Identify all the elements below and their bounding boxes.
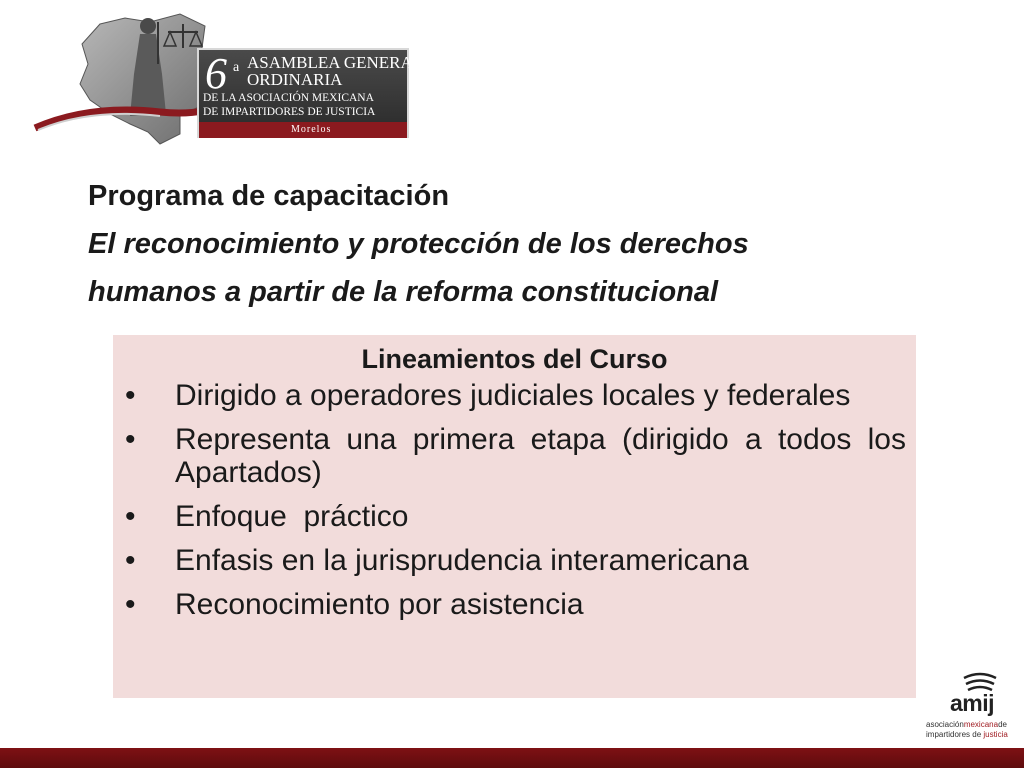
bullet-icon: • [125,423,136,456]
list-item [123,379,906,412]
amij-sub-2b: justicia [983,730,1008,739]
box-heading: Lineamientos del Curso [361,344,668,374]
bullet-icon: • [125,379,136,412]
guidelines-list [123,379,906,621]
list-item-text: Enfasis en la jurisprudencia interamericana [175,544,749,577]
edition-number: 6 [205,49,227,98]
amij-sub-1b: mexicana [963,720,999,729]
bullet-icon: • [125,500,136,533]
bullet-icon: • [125,588,136,621]
title-line-1: Programa de capacitación [88,180,450,212]
list-item-text: Representa una primera etapa (dirigido a todos los Apartados) [175,423,906,489]
list-item-text: Dirigido a operadores judiciales locales y federales [175,379,851,412]
banner-line-2: ORDINARIA [247,70,343,89]
amij-subtitle [926,720,1008,740]
title-line-2: El reconocimiento y protección de los derechos [88,228,749,260]
list-item [123,500,906,533]
course-guidelines-box [113,335,916,698]
banner-line-3: DE LA ASOCIACIÓN MEXICANA [203,92,374,104]
list-item [123,423,906,489]
footer-bar [0,748,1024,768]
amij-logo [920,670,1016,746]
banner-line-4: DE IMPARTIDORES DE JUSTICIA [203,106,376,118]
amij-sub-1c: de [998,720,1007,729]
amij-wordmark: amij [950,690,995,716]
bullet-icon: • [125,544,136,577]
edition-superscript: a [233,60,240,75]
event-logo [30,4,424,154]
amij-sub-2a: impartidores de [926,730,984,739]
list-item-text: Enfoque práctico [175,500,409,533]
list-item-text: Reconocimiento por asistencia [175,588,584,621]
banner-line-1: ASAMBLEA GENERAL [247,53,424,72]
title-line-3: humanos a partir de la reforma constitucional [88,276,719,308]
amij-sub-1a: asociación [926,720,964,729]
event-banner [197,48,424,138]
list-item [123,544,906,577]
slide-title [88,172,988,316]
list-item [123,588,906,621]
banner-location: Morelos [291,124,332,135]
banner-location-strip [199,122,407,138]
